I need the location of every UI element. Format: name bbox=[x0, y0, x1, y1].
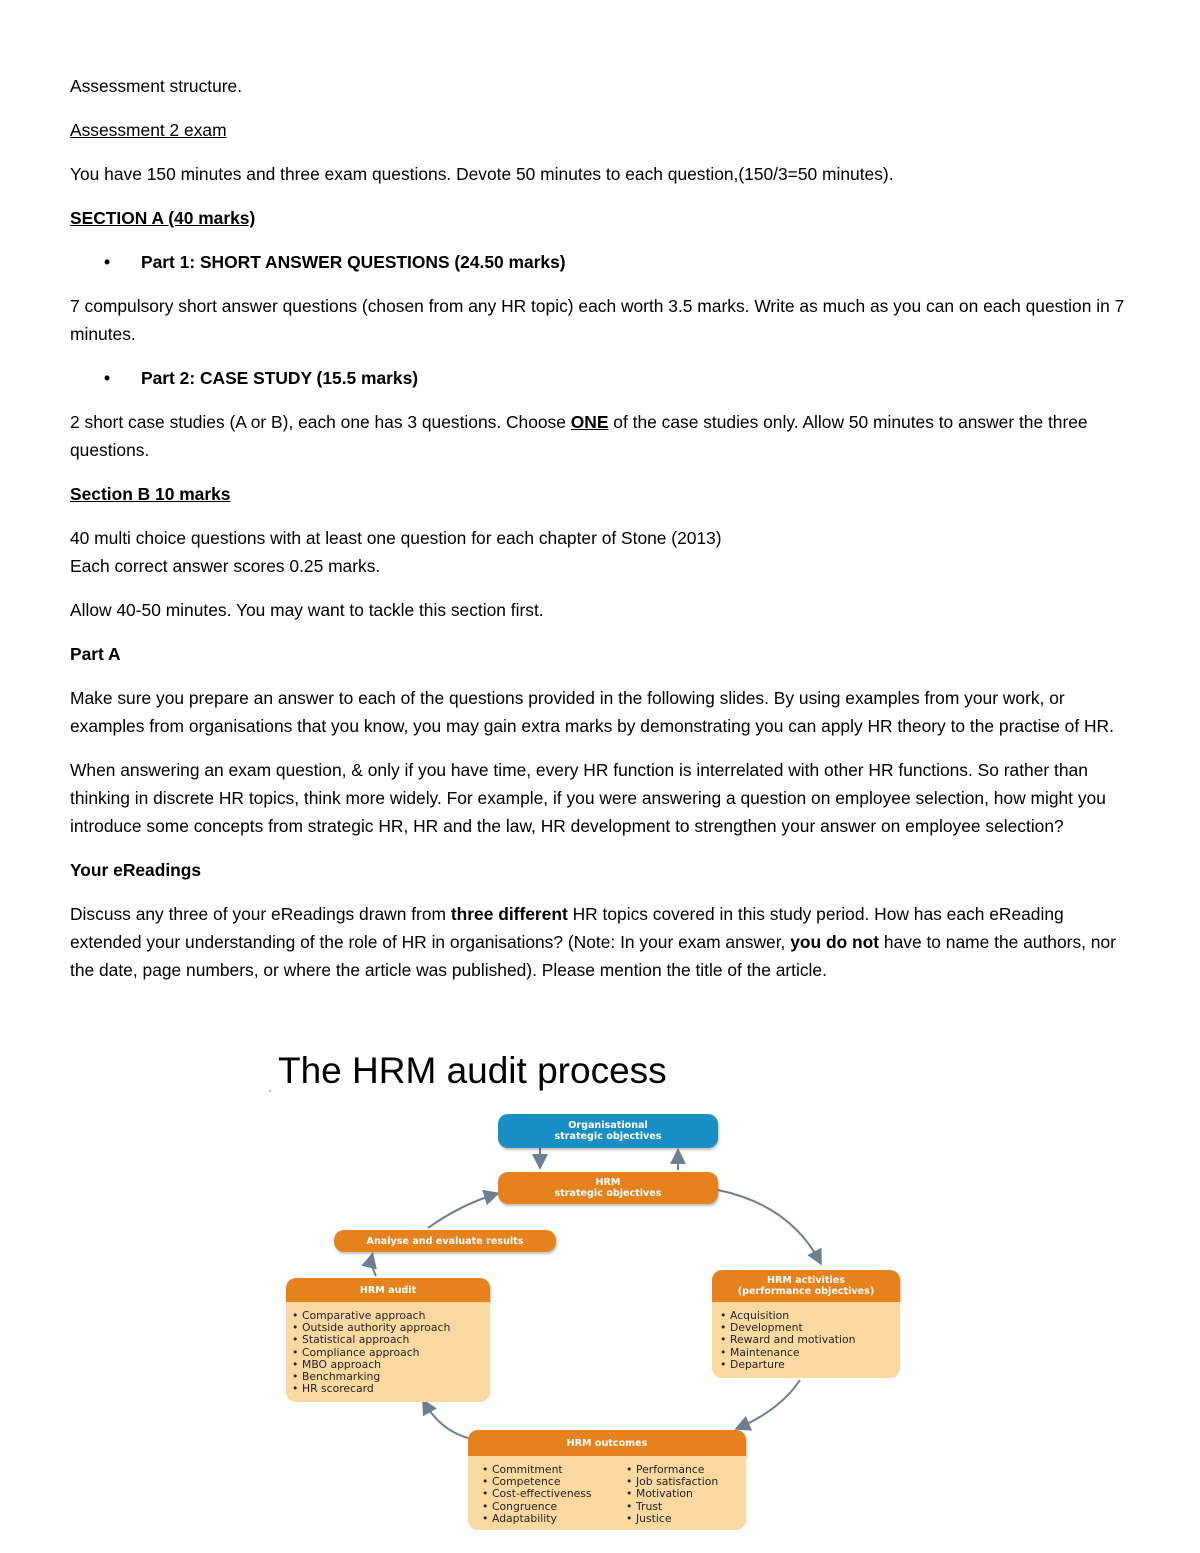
hrm-outcomes-header bbox=[468, 1430, 746, 1456]
ereadings-bold-2: you do not bbox=[790, 932, 880, 952]
section-a-heading: SECTION A (40 marks) bbox=[70, 208, 256, 228]
hrm-strategic-objectives-box bbox=[498, 1172, 718, 1204]
part2-text-a: 2 short case studies (A or B), each one has 3 questions. Choose bbox=[70, 412, 571, 432]
part2-bullet bbox=[70, 364, 1130, 392]
arrow-audit-to-analyse bbox=[372, 1256, 377, 1276]
doc-heading: Assessment structure. bbox=[70, 76, 243, 96]
audit-item: • Benchmarking bbox=[290, 1371, 490, 1383]
arrow-activities-to-outcomes bbox=[738, 1380, 800, 1428]
hrm-audit-panel bbox=[286, 1302, 490, 1402]
outcomes-item: • Adaptability bbox=[480, 1513, 624, 1525]
figure-mark bbox=[269, 1090, 271, 1092]
org-strategic-objectives-box bbox=[498, 1114, 718, 1148]
activities-item: • Maintenance bbox=[718, 1347, 900, 1359]
outcomes-item: • Motivation bbox=[624, 1488, 718, 1500]
exam-intro: You have 150 minutes and three exam questions. Devote 50 minutes to each question,(150/3=50 minutes). bbox=[70, 164, 894, 184]
audit-item: • Compliance approach bbox=[290, 1347, 490, 1359]
part1-title: Part 1: SHORT ANSWER QUESTIONS (24.50 marks) bbox=[141, 252, 566, 272]
hrm-box-line1: HRM bbox=[595, 1177, 621, 1188]
section-b-line2: Each correct answer scores 0.25 marks. bbox=[70, 556, 381, 576]
arrow-analyse-to-hrm bbox=[428, 1194, 496, 1228]
analyse-label: Analyse and evaluate results bbox=[366, 1235, 524, 1247]
allow-text: Allow 40-50 minutes. You may want to tackle this section first. bbox=[70, 600, 544, 620]
arrow-hrm-to-activities bbox=[718, 1190, 820, 1262]
part-a-text: Make sure you prepare an answer to each of the questions provided in the following slides. By using examples from your work, or examples from organisations that you know, you may gain extra marks by demonstrating you can apply HR theory to the practise of HR. bbox=[70, 688, 1114, 736]
activities-item: • Acquisition bbox=[718, 1310, 900, 1322]
part1-text: 7 compulsory short answer questions (chosen from any HR topic) each worth 3.5 marks. Write as much as you can on each question in 7 minutes. bbox=[70, 296, 1125, 344]
arrow-outcomes-to-audit bbox=[424, 1402, 468, 1438]
audit-list bbox=[290, 1310, 490, 1395]
outcomes-item: • Justice bbox=[624, 1513, 718, 1525]
audit-item: • MBO approach bbox=[290, 1359, 490, 1371]
part2-text-b: of the case studies only. Allow 50 minutes to answer the three questions. bbox=[70, 412, 1088, 460]
activities-item: • Departure bbox=[718, 1359, 900, 1371]
audit-item: • Comparative approach bbox=[290, 1310, 490, 1322]
exam-title: Assessment 2 exam bbox=[70, 120, 227, 140]
outcomes-list-right bbox=[624, 1464, 718, 1530]
part2-one: ONE bbox=[570, 412, 609, 432]
part-a-heading: Part A bbox=[70, 644, 121, 664]
ereadings-heading: Your eReadings bbox=[70, 860, 202, 880]
activities-item: • Reward and motivation bbox=[718, 1334, 900, 1346]
outcomes-item: • Trust bbox=[624, 1501, 718, 1513]
activities-list bbox=[718, 1310, 900, 1371]
outcomes-list-left bbox=[480, 1464, 624, 1530]
org-box-line2: strategic objectives bbox=[554, 1131, 662, 1142]
answering-text: When answering an exam question, & only if you have time, every HR function is interrelated with other HR functions. So rather than thinking in discrete HR topics, think more widely. For example, if you were answering a question on employee selection, how might you introduce some concepts from strategic HR, HR and the law, HR development to strengthen your answer on employee selection? bbox=[70, 760, 1106, 836]
hrm-outcomes-panel bbox=[468, 1456, 746, 1530]
audit-item: • HR scorecard bbox=[290, 1383, 490, 1395]
diagram-title: The HRM audit process bbox=[278, 1050, 667, 1091]
hrm-activities-header bbox=[712, 1270, 900, 1302]
part1-bullet bbox=[70, 248, 1130, 276]
activities-item: • Development bbox=[718, 1322, 900, 1334]
section-b-heading: Section B 10 marks bbox=[70, 484, 231, 504]
outcomes-item: • Competence bbox=[480, 1476, 624, 1488]
audit-title: HRM audit bbox=[359, 1284, 417, 1296]
ereadings-bold-1: three different bbox=[450, 904, 568, 924]
outcomes-title: HRM outcomes bbox=[566, 1437, 648, 1449]
hrm-audit-header bbox=[286, 1278, 490, 1302]
bullet-marker: • bbox=[104, 368, 111, 388]
outcomes-item: • Performance bbox=[624, 1464, 718, 1476]
outcomes-item: • Cost-effectiveness bbox=[480, 1488, 624, 1500]
outcomes-item: • Job satisfaction bbox=[624, 1476, 718, 1488]
org-box-line1: Organisational bbox=[568, 1120, 648, 1131]
audit-item: • Statistical approach bbox=[290, 1334, 490, 1346]
analyse-results-box bbox=[334, 1230, 556, 1252]
outcomes-item: • Commitment bbox=[480, 1464, 624, 1476]
bullet-marker: • bbox=[104, 252, 111, 272]
audit-item: • Outside authority approach bbox=[290, 1322, 490, 1334]
section-b-line1: 40 multi choice questions with at least one question for each chapter of Stone (2013) bbox=[70, 528, 722, 548]
ereadings-text-b: HR topics covered in this study period. How has each eReading extended your understanding of the role of HR in organisations? (Note: In your exam answer, bbox=[70, 904, 1064, 952]
document-body bbox=[70, 72, 1130, 1000]
ereadings-text-c: have to name the authors, nor the date, page numbers, or where the article was published). Please mention the title of the article. bbox=[70, 932, 1116, 980]
part2-title: Part 2: CASE STUDY (15.5 marks) bbox=[141, 368, 419, 388]
outcomes-item: • Congruence bbox=[480, 1501, 624, 1513]
activities-line1: HRM activities bbox=[767, 1275, 845, 1286]
hrm-activities-panel bbox=[712, 1302, 900, 1378]
part2-text bbox=[70, 408, 1130, 464]
ereadings-text-a: Discuss any three of your eReadings drawn from bbox=[70, 904, 451, 924]
hrm-box-line2: strategic objectives bbox=[554, 1188, 662, 1199]
activities-line2: (performance objectives) bbox=[737, 1286, 875, 1297]
ereadings-text bbox=[70, 900, 1130, 984]
